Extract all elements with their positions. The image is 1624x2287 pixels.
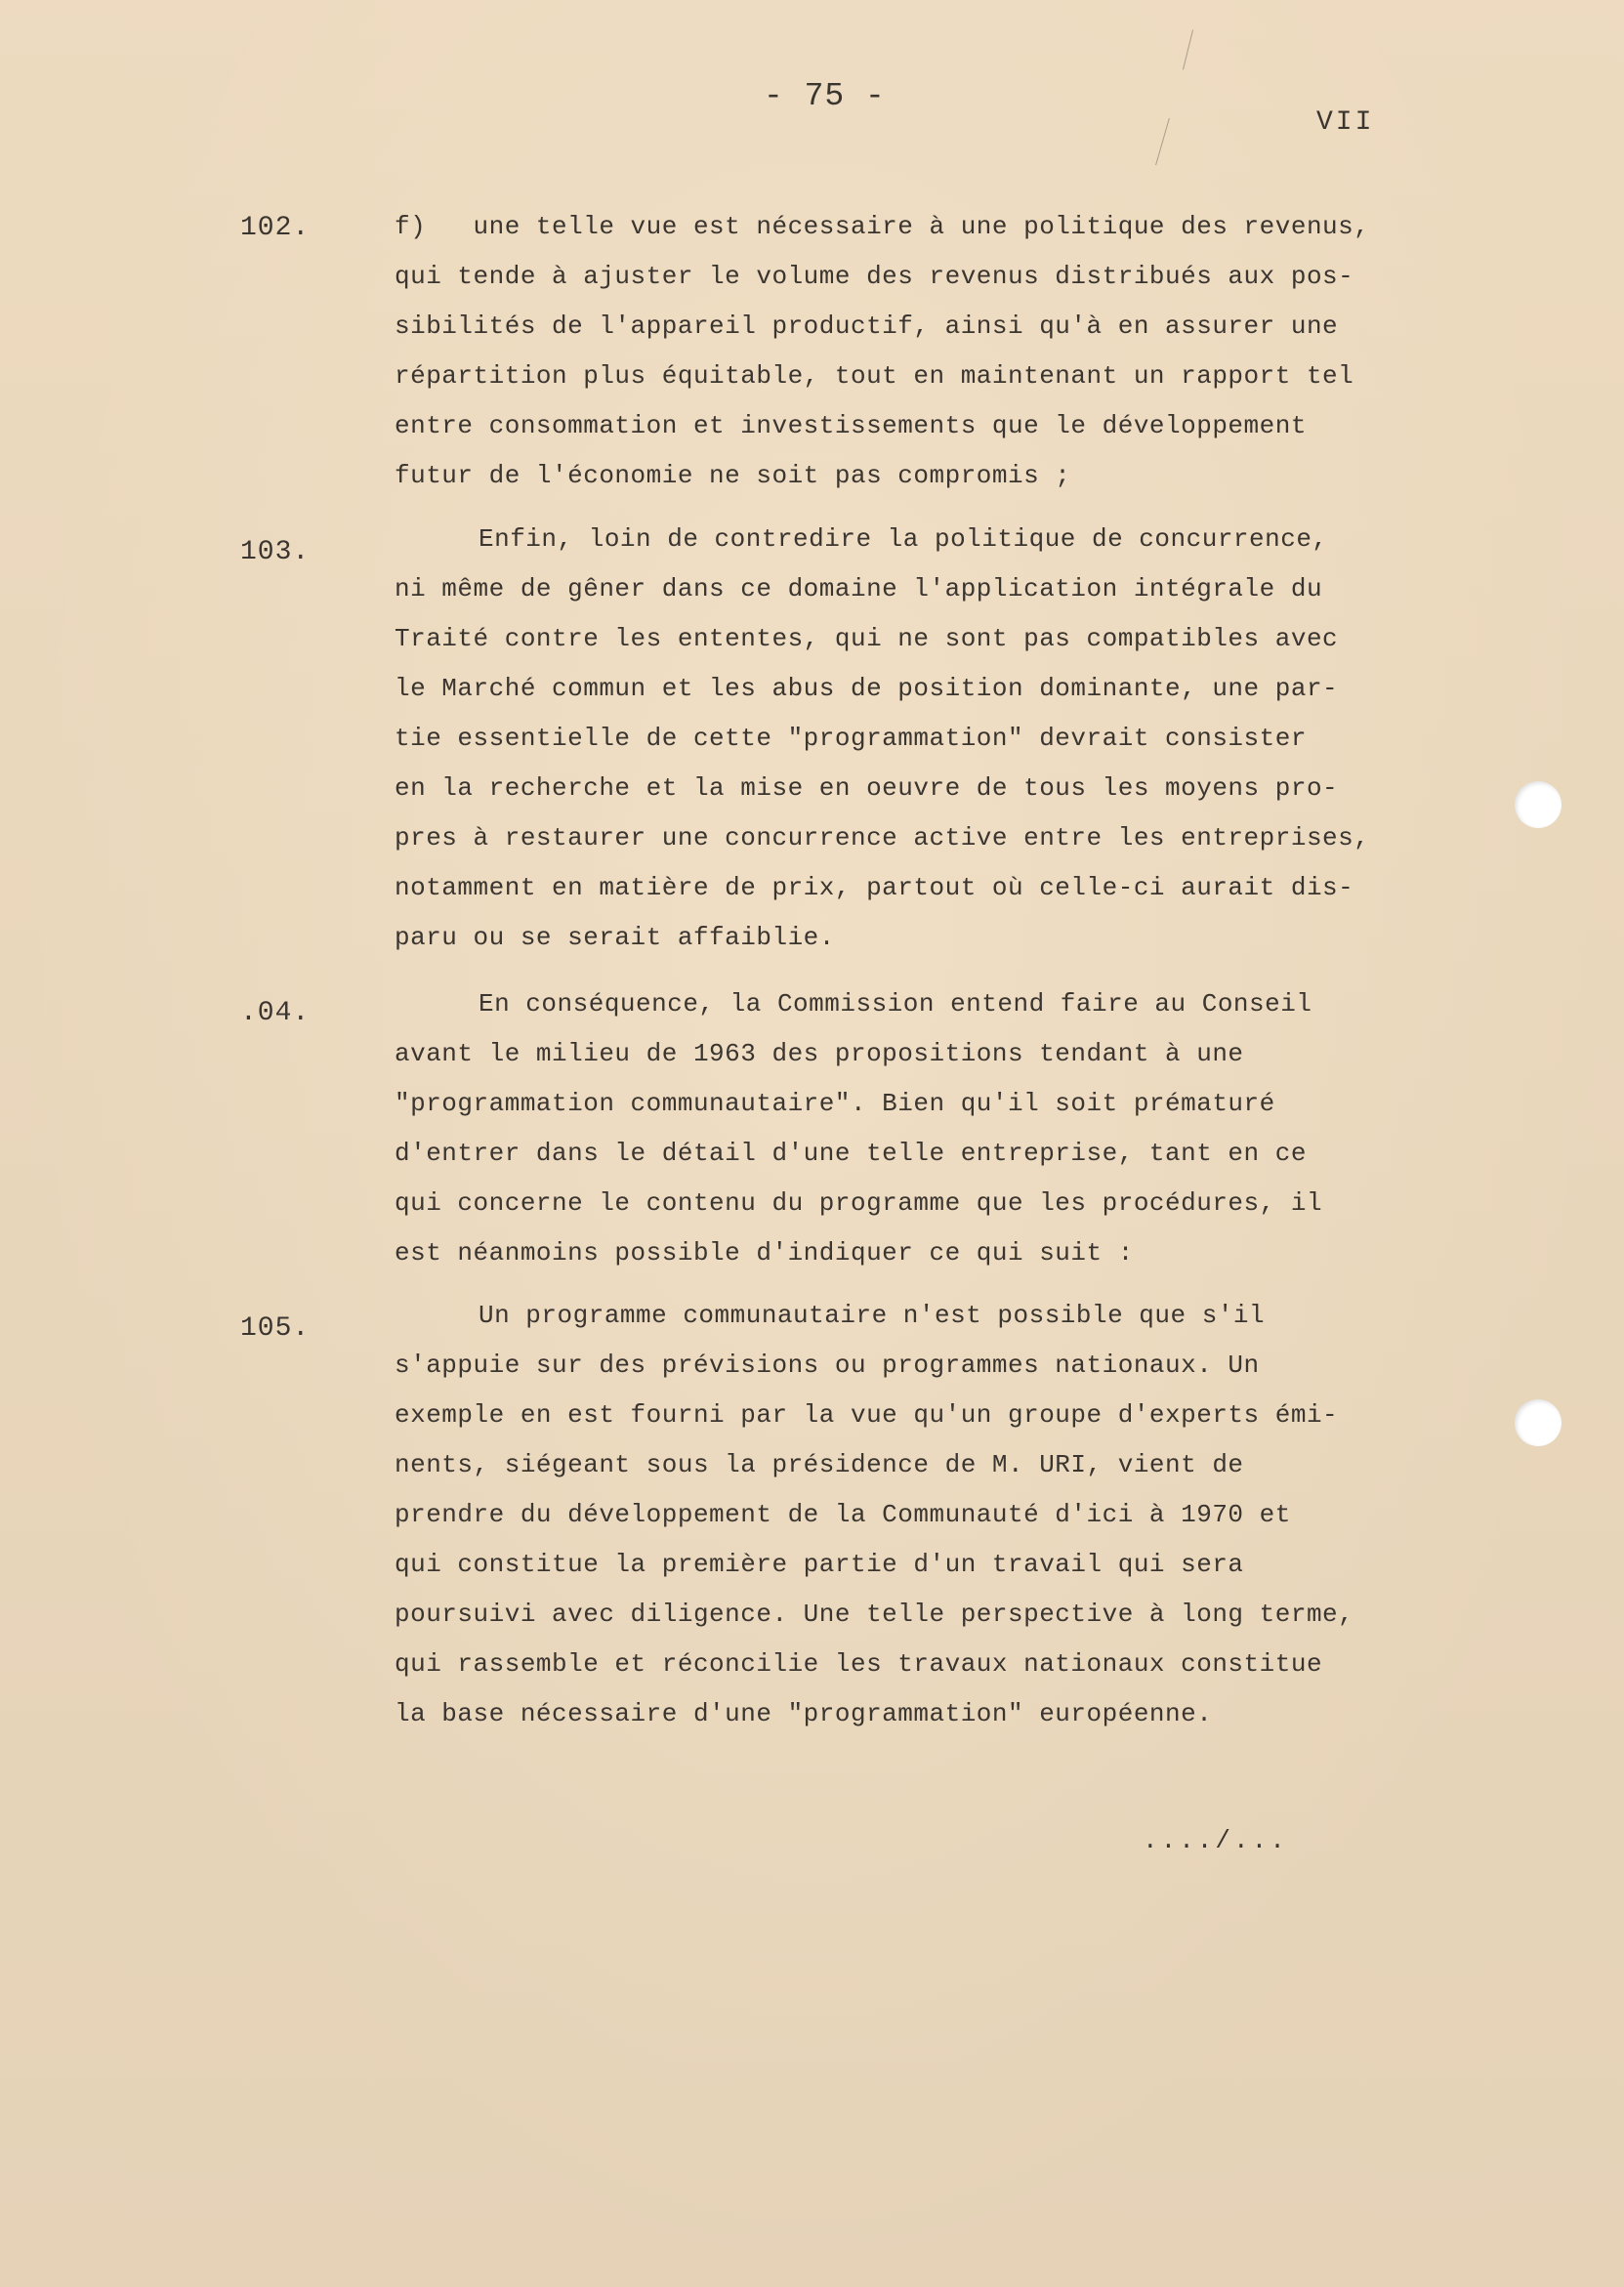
text-line: en la recherche et la mise en oeuvre de tous les moyens pro-: [395, 773, 1339, 803]
text-line: le Marché commun et les abus de position dominante, une par-: [395, 674, 1339, 703]
text-line: répartition plus équitable, tout en maintenant un rapport tel: [395, 361, 1354, 391]
text-line: est néanmoins possible d'indiquer ce qui suit :: [395, 1238, 1134, 1268]
text-line: notamment en matière de prix, partout où celle-ci aurait dis-: [395, 873, 1354, 902]
text-line: qui concerne le contenu du programme que les procédures, il: [395, 1188, 1323, 1218]
text-line: Enfin, loin de contredire la politique de concurrence,: [479, 524, 1328, 554]
text-line: exemple en est fourni par la vue qu'un groupe d'experts émi-: [395, 1400, 1339, 1430]
text-line: prendre du développement de la Communauté d'ici à 1970 et: [395, 1500, 1291, 1529]
paragraph-number: 103.: [240, 537, 311, 567]
punch-hole: [1515, 1399, 1562, 1446]
text-line: ni même de gêner dans ce domaine l'application intégrale du: [395, 574, 1323, 603]
punch-hole: [1515, 781, 1562, 828]
text-line: Traité contre les ententes, qui ne sont pas compatibles avec: [395, 624, 1339, 653]
text-line: qui constitue la première partie d'un travail qui sera: [395, 1550, 1244, 1579]
text-line: poursuivi avec diligence. Une telle perspective à long terme,: [395, 1600, 1354, 1629]
paragraph-105-text: [395, 1291, 1459, 1739]
text-line: "programmation communautaire". Bien qu'il soit prématuré: [395, 1089, 1275, 1118]
text-line: f) une telle vue est nécessaire à une politique des revenus,: [395, 212, 1370, 241]
text-line: s'appuie sur des prévisions ou programmes nationaux. Un: [395, 1351, 1260, 1380]
text-line: entre consommation et investissements que le développement: [395, 411, 1307, 440]
text-line: pres à restaurer une concurrence active entre les entreprises,: [395, 823, 1370, 852]
text-line: avant le milieu de 1963 des propositions tendant à une: [395, 1039, 1244, 1068]
paragraph-102-text: [395, 202, 1459, 501]
text-line: tie essentielle de cette "programmation" devrait consister: [395, 724, 1307, 753]
paragraph-104-text: [395, 979, 1459, 1278]
text-line: nents, siégeant sous la présidence de M. URI, vient de: [395, 1450, 1244, 1479]
paragraph-number: 102.: [240, 213, 311, 243]
text-line: Un programme communautaire n'est possible que s'il: [479, 1301, 1266, 1330]
text-line: sibilités de l'appareil productif, ainsi qu'à en assurer une: [395, 312, 1339, 341]
text-line: futur de l'économie ne soit pas compromis ;: [395, 461, 1071, 490]
text-line: qui tende à ajuster le volume des revenus distribués aux pos-: [395, 262, 1354, 291]
text-line: la base nécessaire d'une "programmation" européenne.: [395, 1699, 1213, 1728]
paragraph-number: .04.: [240, 998, 311, 1028]
page-number: - 75 -: [764, 78, 886, 114]
pencil-mark: [1183, 30, 1193, 70]
annex-label: VII: [1316, 107, 1375, 138]
text-line: d'entrer dans le détail d'une telle entreprise, tant en ce: [395, 1139, 1307, 1168]
text-line: En conséquence, la Commission entend faire au Conseil: [479, 989, 1312, 1019]
text-line: qui rassemble et réconcilie les travaux nationaux constitue: [395, 1649, 1323, 1679]
text-line: paru ou se serait affaiblie.: [395, 923, 835, 952]
paragraph-103-text: [395, 515, 1459, 963]
continuation-mark: ..../...: [1143, 1826, 1288, 1855]
pencil-mark: [1155, 118, 1170, 165]
paragraph-number: 105.: [240, 1313, 311, 1344]
